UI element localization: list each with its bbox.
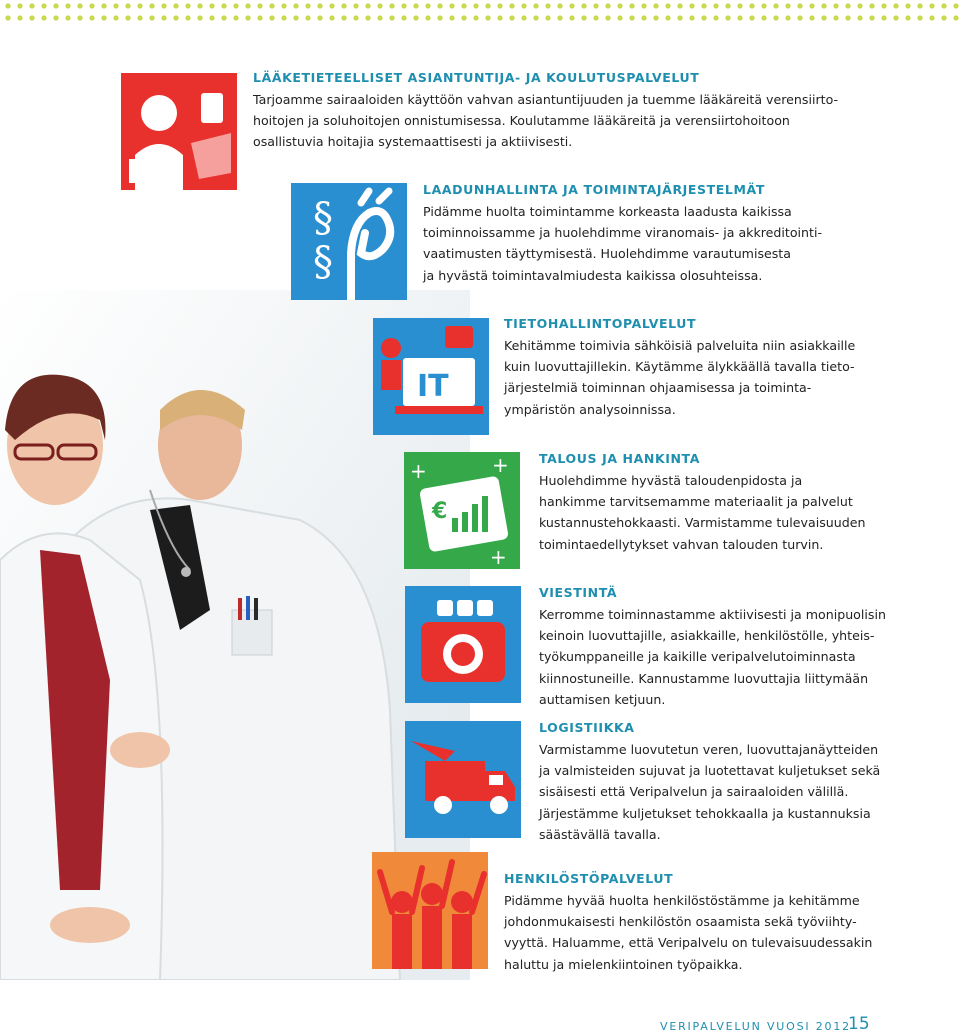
section-communications <box>539 584 886 710</box>
svg-text:+: + <box>492 453 509 477</box>
delivery-truck-icon <box>405 721 521 838</box>
camera-social-media-icon <box>405 586 521 703</box>
section-hr-services <box>504 870 872 975</box>
section-heading: VIESTINTÄ <box>539 585 618 600</box>
svg-text:IT: IT <box>417 369 449 404</box>
section-heading: LAADUNHALLINTA JA TOIMINTAJÄRJESTELMÄT <box>423 182 765 197</box>
section-text: Tarjoamme sairaaloiden käyttöön vahvan asiantuntijuuden ja tuemme lääkäreitä verensiirto- hoitojen ja soluhoitojen onnistumisessa. Koulutamme lääkäreitä ja verensiirtohoitoon osallistuvia hoitajia systemaattisesti ja aktiivisesti. <box>253 92 839 150</box>
section-logistics <box>539 719 880 845</box>
section-text: Huolehdimme hyvästä taloudenpidosta ja hankimme tarvitsemamme materiaalit ja palvelut kustannustehokkaasti. Varmistamme tulevaisuuden toimintaedellytykset vahvan talouden turvin. <box>539 473 866 552</box>
section-text: Kehitämme toimivia sähköisiä palveluita niin asiakkaille kuin luovuttajillekin. Käytämme älykkäällä tavalla tieto- järjestelmiä toiminnan ohjaamisessa ja toiminta- ympäristön analysoinnissa. <box>504 338 856 417</box>
section-text: Kerromme toiminnastamme aktiivisesti ja monipuolisin keinoin luovuttajille, asiakkaille, henkilöstölle, yhteis- työkumppaneille ja kaikille veripalvelutoiminnasta kiinnostuneille. Kannustamme luovuttajia liittymään auttamisen ketjuun. <box>539 607 886 707</box>
section-heading: LÄÄKETIETEELLISET ASIANTUNTIJA- JA KOULUTUSPALVELUT <box>253 70 700 85</box>
section-heading: LOGISTIIKKA <box>539 720 635 735</box>
svg-text:+: + <box>410 459 427 483</box>
section-quality-management <box>423 181 822 286</box>
page-number: 15 <box>848 1014 870 1034</box>
section-heading: HENKILÖSTÖPALVELUT <box>504 871 674 886</box>
section-finance-procurement <box>539 450 865 555</box>
section-medical-expertise <box>253 69 838 153</box>
footer-publication-title: VERIPALVELUN VUOSI 2012 <box>660 1020 851 1033</box>
dotted-top-border <box>0 0 960 22</box>
svg-text:+: + <box>490 545 507 569</box>
section-heading: TIETOHALLINTOPALVELUT <box>504 316 697 331</box>
section-text: Pidämme hyvää huolta henkilöstöstämme ja kehitämme johdonmukaisesti henkilöstön osaamista sekä työviihty- vyyttä. Haluamme, että Veripalvelu on tulevaisuudessakin haluttu ja mielenkiintoinen työpaikka. <box>504 893 873 972</box>
section-text: Varmistamme luovutetun veren, luovuttajanäytteiden ja valmisteiden sujuvat ja luotettavat kuljetukset sekä sisäisesti että Veripalvelun ja sairaaloiden välillä. Järjestämme kuljetukset tehokkaalla ja kustannuksia säästävällä tavalla. <box>539 742 881 842</box>
section-it-services <box>504 315 855 420</box>
section-text: Pidämme huolta toimintamme korkeasta laadusta kaikissa toiminnoissamme ja huolehdimme viranomais- ja akkreditointi- vaatimusten täyttymisestä. Huolehdimme varautumisesta ja hyvästä toimintavalmiudesta kaikissa olosuhteissa. <box>423 204 822 283</box>
svg-text:§: § <box>313 239 333 285</box>
svg-text:€: € <box>432 499 448 524</box>
cheering-people-icon <box>372 852 488 969</box>
section-heading: TALOUS JA HANKINTA <box>539 451 700 466</box>
doctor-with-blood-bag-icon <box>121 73 237 190</box>
ok-hand-paragraph-icon <box>291 183 407 300</box>
euro-bar-chart-icon <box>404 452 520 569</box>
svg-text:§: § <box>313 195 333 241</box>
it-laptop-icon <box>373 318 489 435</box>
